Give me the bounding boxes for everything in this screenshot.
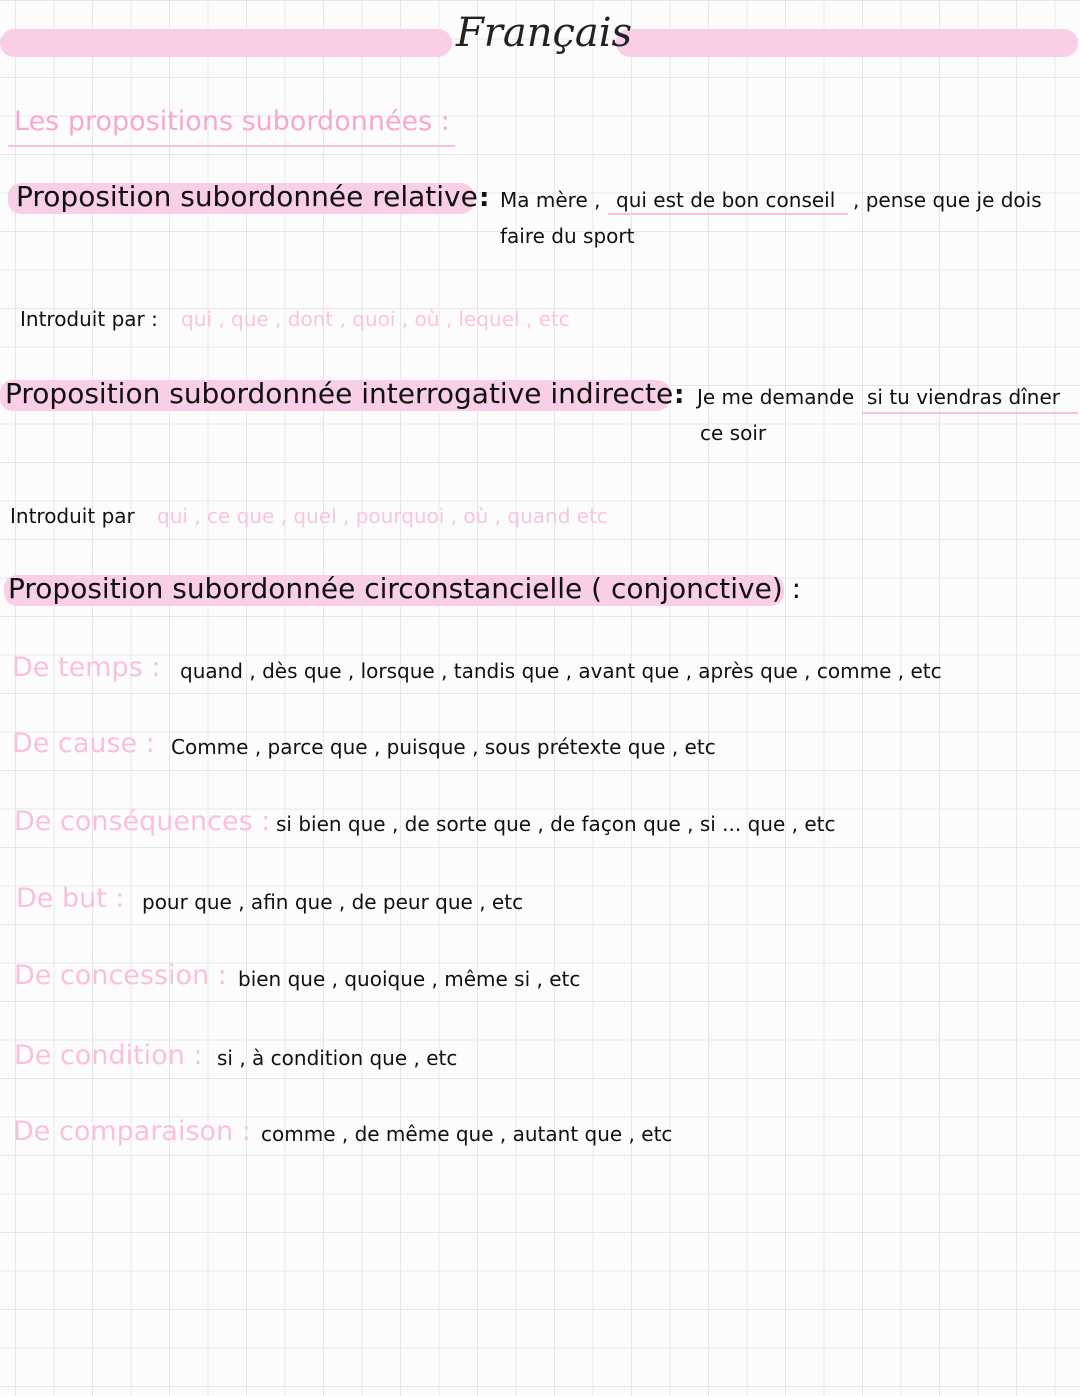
- page-title: Français: [456, 10, 633, 56]
- category-words-consequences: si bien que , de sorte que , de façon que , si ... que , etc: [276, 812, 836, 836]
- section-heading: Les propositions subordonnées :: [14, 106, 450, 137]
- relative-intro-label: Introduit par :: [20, 307, 158, 331]
- circumstantial-title: Proposition subordonnée circonstancielle ( conjonctive) :: [8, 572, 802, 605]
- interrogative-intro-label: Introduit par: [10, 504, 135, 528]
- relative-example-b: qui est de bon conseil: [616, 188, 836, 212]
- relative-example-underline: [608, 213, 848, 215]
- category-words-temps: quand , dès que , lorsque , tandis que , avant que , après que , comme , etc: [180, 659, 942, 683]
- interrogative-example-b: si tu viendras dîner: [867, 385, 1060, 409]
- relative-example-c: , pense que je dois: [853, 188, 1042, 212]
- relative-example-line2: faire du sport: [500, 224, 635, 248]
- category-label-condition: De condition :: [14, 1040, 203, 1071]
- interrogative-title: Proposition subordonnée interrogative indirecte: [5, 377, 674, 410]
- interrogative-example-underline: [862, 412, 1078, 414]
- category-label-concession: De concession :: [14, 960, 227, 991]
- relative-example-a: Ma mère ,: [500, 188, 601, 212]
- relative-title: Proposition subordonnée relative: [16, 180, 478, 213]
- title-decoration-right: [616, 29, 1078, 57]
- relative-intro-words: qui , que , dont , quoi , où , lequel , etc: [181, 307, 570, 331]
- category-words-condition: si , à condition que , etc: [217, 1046, 458, 1070]
- category-words-concession: bien que , quoique , même si , etc: [238, 967, 581, 991]
- interrogative-example-a: Je me demande: [697, 385, 855, 409]
- interrogative-example-line2: ce soir: [700, 421, 767, 445]
- section-heading-underline: [8, 145, 455, 147]
- category-label-consequences: De conséquences :: [14, 806, 271, 837]
- category-label-comparaison: De comparaison :: [13, 1116, 251, 1147]
- category-label-but: De but :: [16, 883, 125, 914]
- category-label-cause: De cause :: [12, 728, 155, 759]
- title-decoration-left: [0, 29, 452, 57]
- category-label-temps: De temps :: [12, 652, 161, 683]
- interrogative-intro-words: qui , ce que , quel , pourquoi , où , quand etc: [157, 504, 608, 528]
- relative-colon: :: [479, 183, 490, 213]
- interrogative-colon: :: [674, 380, 685, 410]
- category-words-comparaison: comme , de même que , autant que , etc: [261, 1122, 673, 1146]
- category-words-cause: Comme , parce que , puisque , sous prétexte que , etc: [171, 735, 716, 759]
- category-words-but: pour que , afin que , de peur que , etc: [142, 890, 524, 914]
